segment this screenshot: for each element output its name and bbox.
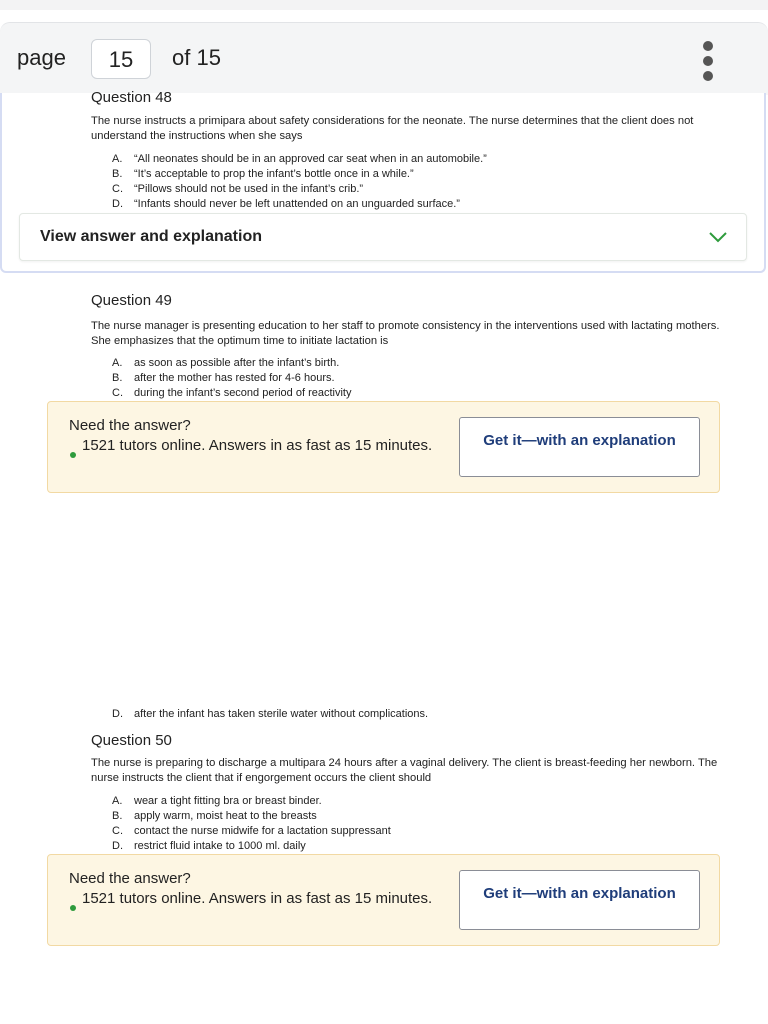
option-d: D. restrict fluid intake to 1000 ml. daily xyxy=(112,840,306,852)
question-49-options-continued xyxy=(112,707,428,722)
option-c: C. “Pillows should not be used in the infant’s crib.” xyxy=(112,183,364,195)
need-answer-promo xyxy=(47,401,720,493)
question-49-options xyxy=(112,356,351,401)
promo-heading: Need the answer? xyxy=(69,870,191,887)
chevron-down-icon xyxy=(708,230,728,244)
question-48-stem: The nurse instructs a primipara about safety considerations for the neonate. The nurse determines that the client does not understand the instructions when she says xyxy=(91,115,694,142)
question-50-title: Question 50 xyxy=(91,732,172,749)
online-dot-icon xyxy=(70,452,76,458)
question-50-options xyxy=(112,794,391,854)
promo-heading: Need the answer? xyxy=(69,417,191,434)
view-answer-label: View answer and explanation xyxy=(40,228,262,245)
option-c: C. during the infant’s second period of reactivity xyxy=(112,387,352,399)
tutors-online-text: 1521 tutors online. Answers in as fast as 15 minutes. xyxy=(82,437,433,454)
option-b: B. after the mother has rested for 4-6 hours. xyxy=(112,372,335,384)
question-48-title: Question 48 xyxy=(91,89,172,106)
option-a: A. as soon as possible after the infant’s birth. xyxy=(112,357,340,369)
option-a: A. wear a tight fitting bra or breast binder. xyxy=(112,795,322,807)
option-c: C. contact the nurse midwife for a lactation suppressant xyxy=(112,825,391,837)
top-strip xyxy=(0,0,768,10)
online-dot-icon xyxy=(70,905,76,911)
tutors-online-text: 1521 tutors online. Answers in as fast as 15 minutes. xyxy=(82,890,433,907)
page-label: page xyxy=(17,45,66,70)
page-number-input[interactable]: 15 xyxy=(91,39,151,79)
option-b: B. apply warm, moist heat to the breasts xyxy=(112,810,317,822)
option-b: B. “It’s acceptable to prop the infant’s bottle once in a while.” xyxy=(112,168,414,180)
question-49-title: Question 49 xyxy=(91,292,172,309)
page-total-label: of 15 xyxy=(172,45,221,70)
pagination-bar xyxy=(0,22,768,95)
need-answer-promo xyxy=(47,854,720,946)
option-a: A. “All neonates should be in an approved car seat when in an automobile.” xyxy=(112,153,487,165)
kebab-menu-icon[interactable] xyxy=(698,41,718,81)
get-answer-button[interactable]: Get it—with an explanation xyxy=(459,417,700,477)
get-answer-button[interactable]: Get it—with an explanation xyxy=(459,870,700,930)
view-answer-button[interactable] xyxy=(19,213,747,261)
question-50-stem: The nurse is preparing to discharge a multipara 24 hours after a vaginal delivery. The client is breast-feeding her newborn. The nurse instructs the client that if engorgement occurs the client should xyxy=(91,757,718,784)
option-d: D. after the infant has taken sterile water without complications. xyxy=(112,708,429,720)
question-48-options xyxy=(112,152,487,212)
question-49-stem: The nurse manager is presenting education to her staff to promote consistency in the interventions used with lactating mothers. She emphasizes that the optimum time to initiate lactation is xyxy=(91,320,720,347)
option-d: D. “Infants should never be left unattended on an unguarded surface.” xyxy=(112,198,460,210)
